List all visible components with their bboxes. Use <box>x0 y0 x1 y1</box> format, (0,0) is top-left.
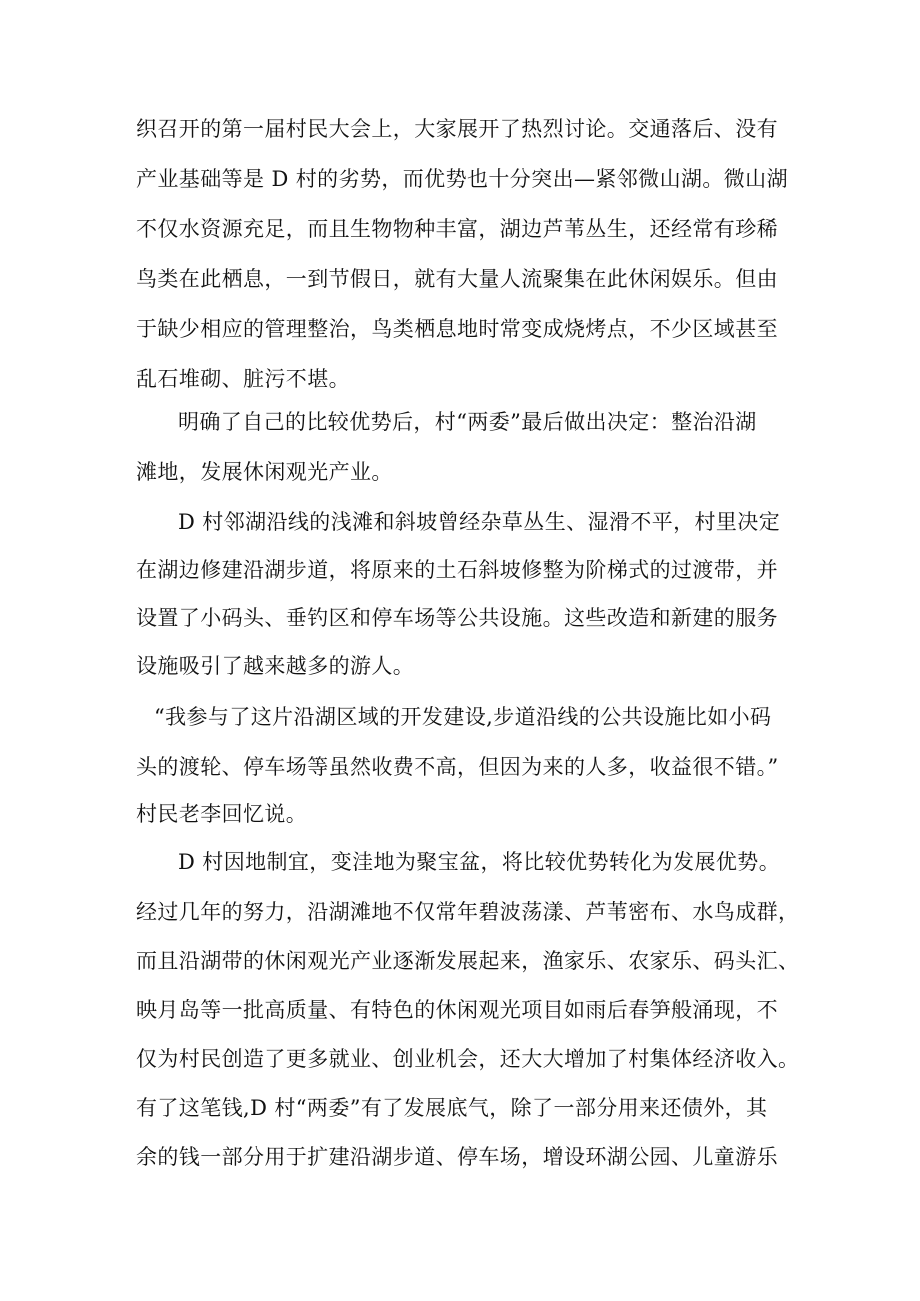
body-text-line: D 村因地制宜，变洼地为聚宝盆，将比较优势转化为发展优势。 <box>178 850 781 874</box>
body-text-line: 产业基础等是 D 村的劣势，而优势也十分突出—紧邻微山湖。微山湖 <box>136 167 788 191</box>
body-text-line: D 村邻湖沿线的浅滩和斜坡曾经杂草丛生、湿滑不平，村里决定 <box>178 510 781 534</box>
body-text-line: 经过几年的努力，沿湖滩地不仅常年碧波荡漾、芦苇密布、水鸟成群， <box>136 900 800 924</box>
body-text-line: 滩地，发展休闲观光产业。 <box>136 460 393 484</box>
body-text-line: 设置了小码头、垂钓区和停车场等公共设施。这些改造和新建的服务 <box>136 606 778 630</box>
body-text-line: 有了这笔钱,D 村“两委”有了发展底气，除了一部分用来还债外，其 <box>136 1096 768 1120</box>
body-text-line: 余的钱一部分用于扩建沿湖步道、停车场，增设环湖公园、儿童游乐 <box>136 1145 778 1169</box>
body-text-line: 村民老李回忆说。 <box>136 802 308 826</box>
body-text-line: 不仅水资源充足，而且生物物种丰富，湖边芦苇丛生，还经常有珍稀 <box>136 217 778 241</box>
body-text-line: “我参与了这片沿湖区域的开发建设,步道沿线的公共设施比如小码 <box>154 705 772 729</box>
body-text-line: 乱石堆砌、脏污不堪。 <box>136 367 350 391</box>
body-text-line: 仅为村民创造了更多就业、创业机会，还大大增加了村集体经济收入。 <box>136 1047 800 1071</box>
body-text-line: 设施吸引了越来越多的游人。 <box>136 654 415 678</box>
body-text-line: 于缺少相应的管理整治，鸟类栖息地时常变成烧烤点，不少区域甚至 <box>136 317 778 341</box>
body-text-line: 鸟类在此栖息，一到节假日，就有大量人流聚集在此休闲娱乐。但由 <box>136 267 778 291</box>
body-text-line: 在湖边修建沿湖步道，将原来的土石斜坡修整为阶梯式的过渡带，并 <box>136 558 778 582</box>
body-text-line: 织召开的第一届村民大会上，大家展开了热烈讨论。交通落后、没有 <box>136 117 778 141</box>
body-text-line: 映月岛等一批高质量、有特色的休闲观光项目如雨后春笋般涌现，不 <box>136 998 778 1022</box>
body-text-line: 明确了自己的比较优势后，村“两委”最后做出决定：整治沿湖 <box>178 410 757 434</box>
body-text-line: 头的渡轮、停车场等虽然收费不高，但因为来的人多，收益很不错。” <box>136 755 779 779</box>
body-text-line: 而且沿湖带的休闲观光产业逐渐发展起来，渔家乐、农家乐、码头汇、 <box>136 949 800 973</box>
